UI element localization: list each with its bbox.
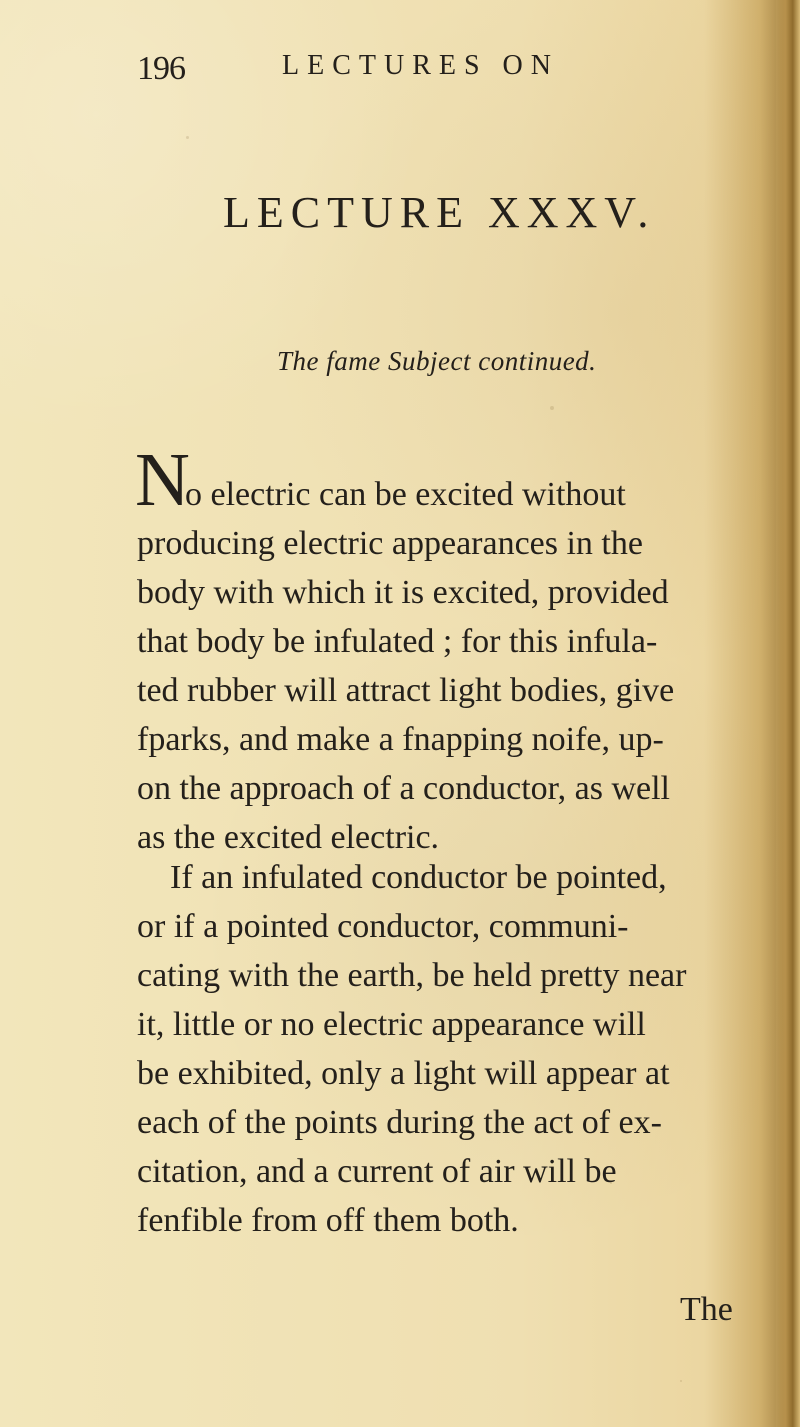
paper-speck [186, 136, 189, 139]
paragraph-2-line-3: cating with the earth, be held pretty near [137, 957, 687, 994]
paragraph-2-line-6: each of the points during the act of ex- [137, 1104, 662, 1141]
paragraph-2-line-1: If an infulated conductor be pointed, [170, 859, 667, 896]
lecture-title: LECTURE XXXV. [223, 188, 656, 237]
paragraph-1-line-7: on the approach of a conductor, as well [137, 770, 670, 807]
paragraph-1-line-3: body with which it is excited, provided [137, 574, 669, 611]
page-edge [776, 0, 800, 1427]
running-title: LECTURES ON [282, 50, 559, 81]
paragraph-1-line-6: fparks, and make a fnapping noife, up- [137, 721, 664, 758]
paragraph-1-line-1-text: o electric can be excited without [185, 476, 626, 513]
paragraph-2-line-4: it, little or no electric appearance will [137, 1006, 646, 1043]
paragraph-2-line-7: citation, and a current of air will be [137, 1153, 617, 1190]
catchword: The [680, 1291, 733, 1328]
page-number: 196 [137, 50, 185, 87]
paragraph-1-line-5: ted rubber will attract light bodies, give [137, 672, 675, 709]
paragraph-1-line-2: producing electric appearances in the [137, 525, 643, 562]
paragraph-1-line-8: as the excited electric. [137, 819, 440, 856]
paragraph-2-line-8: fenfible from off them both. [137, 1202, 519, 1239]
paragraph-2-line-5: be exhibited, only a light will appear at [137, 1055, 670, 1092]
paragraph-1-line-1 [135, 438, 719, 522]
paper-speck [550, 406, 554, 410]
paper-speck [680, 1380, 682, 1382]
paragraph-2 [137, 853, 719, 1245]
lecture-subtitle: The fame Subject continued. [277, 346, 597, 376]
paragraph-2-line-2: or if a pointed conductor, communi- [137, 908, 629, 945]
paragraph-1-line-4: that body be infulated ; for this infula- [137, 623, 658, 660]
dropcap: N [135, 438, 190, 522]
paragraph-1 [135, 438, 719, 862]
